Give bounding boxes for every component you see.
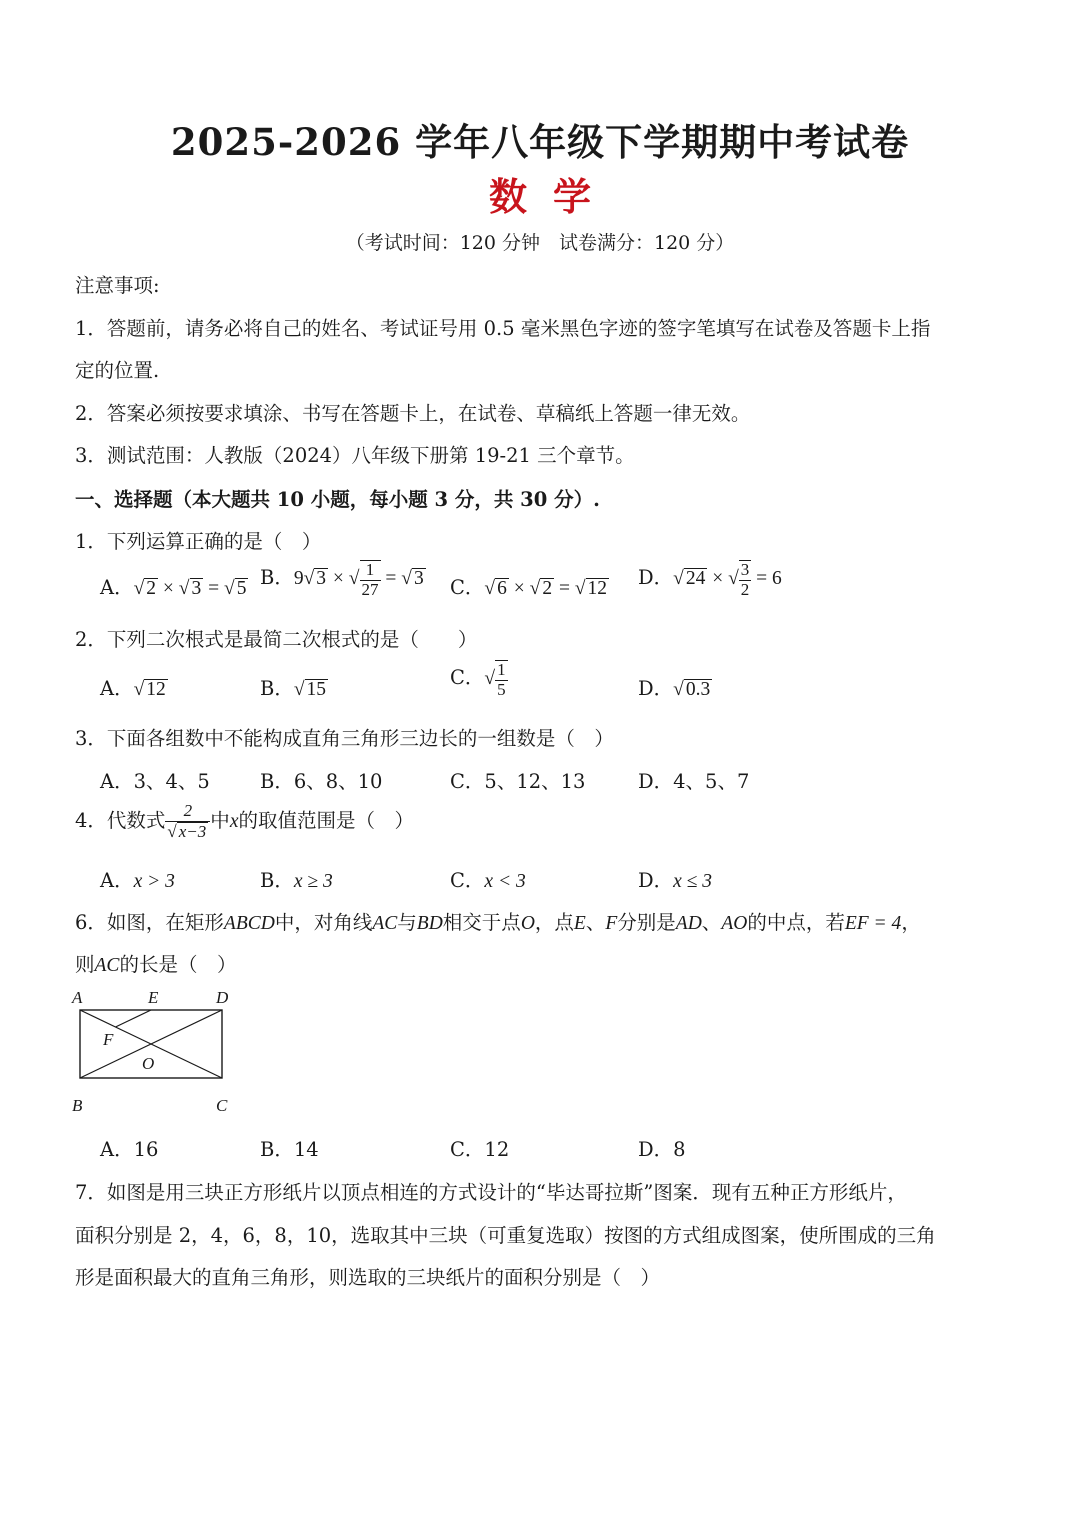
question-4-stem: 4．代数式 $\frac{2}{√ x-3}$ 中x的取值范围是（ ） [75,801,414,841]
label-c: C [216,1096,228,1115]
q4-option-d: D．x ≤ 3 [638,869,712,892]
q6-option-d: D．8 [638,1138,686,1161]
note-item-3: 3．测试范围：人教版（2024）八年级下册第 19-21 三个章节。 [75,444,635,467]
note-item-1-line-2: 定的位置. [75,359,160,382]
q1-option-d: D．√ 24 × √ $\frac{3}{2}$ = 6 [638,560,782,599]
question-7-line-2: 面积分别是 2，4，6，8，10，选取其中三块（可重复选取）按图的方式组成图案，使所围成的三角 [75,1224,936,1247]
label-f: F [103,1030,114,1049]
question-6-stem-line-1: 6．如图，在矩形ABCD中，对角线AC与BD相交于点O，点E、F分别是AD、AO的中点，若EF = 4， [75,911,921,934]
question-7-line-1: 7．如图是用三块正方形纸片以顶点相连的方式设计的“毕达哥拉斯”图案．现有五种正方形纸片， [75,1181,907,1204]
question-7-line-3: 形是面积最大的直角三角形，则选取的三块纸片的面积分别是（ ） [75,1266,661,1289]
subject-title: 数学 [488,174,617,219]
q2-option-c: C．√ $\frac{1}{5}$ [450,660,506,699]
question-1-stem: 1．下列运算正确的是（ ） [75,530,322,553]
note-item-2: 2．答案必须按要求填涂、书写在答题卡上，在试卷、草稿纸上答题一律无效。 [75,402,751,425]
label-o: O [142,1054,155,1073]
question-3-stem: 3．下面各组数中不能构成直角三角形三边长的一组数是（ ） [75,727,614,750]
q3-option-c: C．5、12、13 [450,770,586,793]
q1-option-c: C．√ 6 × √ 2 = √ 12 [450,576,608,599]
q1-option-b: B．9√ 3 × √ $\frac{1}{27}$ = √ 3 [260,560,424,599]
q4-option-b: B．x ≥ 3 [260,869,333,892]
notes-heading: 注意事项: [75,274,160,297]
q2-option-d: D．√ 0.3 [638,677,711,700]
q2-option-a: A．√ 12 [100,677,166,700]
q2-option-b: B．√ 15 [260,677,327,700]
q1-option-a: A．√ 2 × √ 3 = √ 5 [100,576,247,599]
q3-option-b: B．6、8、10 [260,770,383,793]
label-b: B [72,1096,83,1115]
q6-option-b: B．14 [260,1138,319,1161]
label-e: E [148,988,159,1007]
q6-option-a: A．16 [100,1138,159,1161]
segment-ef [116,1010,152,1027]
note-item-1-line-1: 1．答题前，请务必将自己的姓名、考试证号用 0.5 毫米黑色字迹的签字笔填写在试卷及答题卡上指 [75,317,931,340]
q6-option-c: C．12 [450,1138,510,1161]
section-1-heading: 一、选择题（本大题共 10 小题，每小题 3 分，共 30 分）. [75,488,600,511]
q3-option-a: A．3、4、5 [100,770,210,793]
q4-option-a: A．x > 3 [100,869,175,892]
label-d: D [216,988,229,1007]
q4-fraction: $\frac{2}{√ x-3}$ [165,802,210,841]
q4-option-c: C．x < 3 [450,869,526,892]
label-a: A [72,988,83,1007]
exam-info: （考试时间：120 分钟 试卷满分：120 分） [345,232,735,254]
rectangle-figure [70,985,240,1115]
question-6-stem-line-2: 则AC的长是（ ） [75,953,237,976]
exam-title: 2025-2026 学年八年级下学期期中考试卷 [170,120,910,164]
question-2-stem: 2．下列二次根式是最简二次根式的是（ ） [75,628,478,651]
q3-option-d: D．4、5、7 [638,770,750,793]
